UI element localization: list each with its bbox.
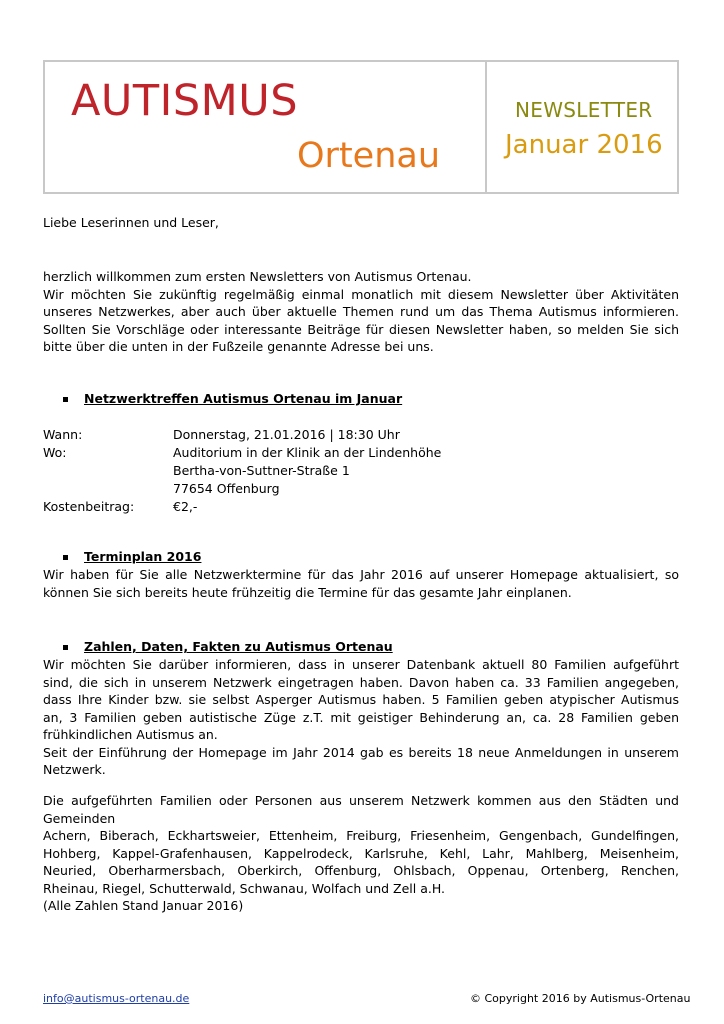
zahlen-line: sind, die sich in unserem Netzwerk eingetragen haben. Davon haben ca. 33 Familien angegeben, (43, 674, 679, 690)
newsletter-label: NEWSLETTER (515, 98, 653, 122)
intro-line: Sollten Sie Vorschläge oder interessante Beiträge für diesen Newsletter haben, so melden Sie sich (43, 321, 679, 337)
zahlen-line: Die aufgeführten Familien oder Personen aus unserem Netzwerk kommen aus den Städten und (43, 793, 679, 808)
event-where-row (43, 444, 441, 462)
intro-line: Wir möchten Sie zukünftig regelmäßig einmal monatlich mit diesem Newsletter über Aktivitäten (43, 286, 679, 302)
zahlen-line: an, 3 Familien geben autistische Züge z.T. mit geistiger Behinderung an, ca. 28 Familien geben (43, 709, 679, 725)
header-divider (485, 62, 487, 192)
section-heading-text: Zahlen, Daten, Fakten zu Autismus Ortenau (84, 639, 393, 654)
footer-copyright: © Copyright 2016 by Autismus-Ortenau (470, 992, 691, 1005)
zahlen-paragraph-1 (43, 656, 679, 779)
bullet-icon (63, 645, 68, 650)
intro-line: herzlich willkommen zum ersten Newsletters von Autismus Ortenau. (43, 269, 472, 284)
zahlen-line: Wir möchten Sie darüber informieren, dass in unserer Datenbank aktuell 80 Familien aufgeführt (43, 657, 679, 672)
event-where-row (43, 480, 280, 498)
event-cost-row (43, 498, 197, 516)
footer-email-link[interactable]: info@autismus-ortenau.de (43, 992, 190, 1005)
event-when-row (43, 426, 400, 444)
zahlen-line: dass Ihre Kinder bzw. sie selbst Asperger Autismus haben. 5 Familien geben atypischer Autismus (43, 692, 679, 707)
brand-title: AUTISMUS (71, 76, 298, 126)
cost-value: €2,- (173, 499, 198, 514)
header-box (43, 60, 679, 194)
when-value: Donnerstag, 21.01.2016 | 18:30 Uhr (173, 427, 400, 442)
section-heading-text: Netzwerktreffen Autismus Ortenau im Januar (84, 391, 403, 406)
zahlen-line: Rheinau, Riegel, Schutterwald, Schwanau, Wolfach und Zell a.H. (43, 880, 445, 896)
terminplan-line: Wir haben für Sie alle Netzwerktermine für das Jahr 2016 auf unserer Homepage aktualisiert, so (43, 567, 679, 582)
newsletter-issue: Januar 2016 (505, 130, 663, 160)
section-heading-text: Terminplan 2016 (84, 549, 202, 564)
bullet-icon (63, 555, 68, 560)
terminplan-line: können Sie sich bereits heute frühzeitig die Termine für das gesamte Jahr einplanen. (43, 584, 572, 600)
event-where-row (43, 462, 350, 480)
where-value-line: Bertha-von-Suttner-Straße 1 (173, 463, 350, 478)
zahlen-line: (Alle Zahlen Stand Januar 2016) (43, 898, 244, 913)
when-label: Wann: (43, 427, 83, 442)
where-label: Wo: (43, 445, 67, 460)
zahlen-line: Seit der Einführung der Homepage im Jahr 2014 gab es bereits 18 neue Anmeldungen in unserem (43, 744, 679, 760)
zahlen-line: Neuried, Oberharmersbach, Oberkirch, Offenburg, Ohlsbach, Oppenau, Ortenberg, Renchen, (43, 863, 679, 878)
greeting: Liebe Leserinnen und Leser, (43, 215, 219, 230)
brand-subtitle: Ortenau (297, 136, 441, 176)
section-heading-terminplan (63, 548, 201, 566)
zahlen-line: Hohberg, Kappel-Grafenhausen, Kappelrodeck, Karlsruhe, Kehl, Lahr, Mahlberg, Meisenheim, (43, 845, 679, 861)
bullet-icon (63, 397, 68, 402)
zahlen-paragraph-3 (43, 792, 679, 915)
zahlen-line: Gemeinden (43, 810, 116, 826)
terminplan-paragraph (43, 566, 679, 601)
intro-line: bitte über die unten in der Fußzeile genannte Adresse bei uns. (43, 339, 434, 354)
zahlen-line: Achern, Biberach, Eckhartsweier, Ettenheim, Freiburg, Friesenheim, Gengenbach, Gundelfingen, (43, 828, 679, 843)
zahlen-line: Netzwerk. (43, 762, 106, 777)
where-value-line: 77654 Offenburg (173, 481, 280, 496)
intro-line: unseres Netzwerkes, aber auch über aktuelle Themen rund um das Thema Autismus informieren. (43, 304, 679, 319)
cost-label: Kostenbeitrag: (43, 499, 135, 514)
intro-paragraph (43, 268, 679, 356)
section-heading-zahlen (63, 638, 393, 656)
where-value-line: Auditorium in der Klinik an der Lindenhöhe (173, 445, 442, 460)
zahlen-line: frühkindlichen Autismus an. (43, 727, 218, 742)
section-heading-netzwerktreffen (63, 390, 402, 408)
